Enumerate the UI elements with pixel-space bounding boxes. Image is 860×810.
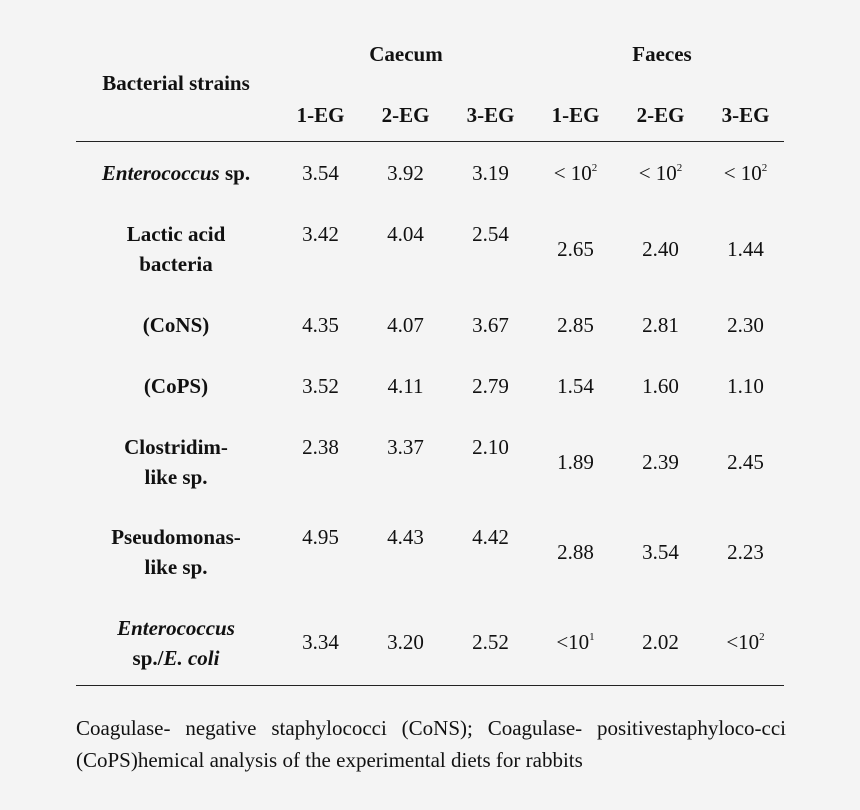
table-cell [618,313,703,338]
table-cell [618,374,703,399]
cell-exponent: 2 [759,631,765,643]
table-cell [533,374,618,399]
cell-value: 4.42 [472,525,509,549]
table-cell [533,630,618,655]
table-cell [703,450,788,475]
table-cell [703,237,788,262]
cell-value: <10 [556,630,590,654]
table-cell [363,313,448,338]
cell-value: 1.10 [727,374,764,398]
table-cell [703,630,788,655]
cell-value: 2.23 [727,540,764,564]
strain-name-line: (CoNS) [142,313,210,337]
cell-value: 2.45 [727,450,764,474]
group-header-caecum: Caecum [369,42,443,66]
table-cell [278,525,363,550]
strain-name-line [76,643,276,673]
table-cell [448,222,533,247]
cell-value: < 10 [723,161,762,185]
column-header: 3-EG [721,103,770,127]
strain-name-line: bacteria [139,252,213,276]
table-cell [703,161,788,186]
strain-name-line: like sp. [144,465,208,489]
cell-value: 3.42 [302,222,339,246]
cell-value: 2.38 [302,435,339,459]
strain-name-line: (CoPS) [143,374,209,398]
strain-name [76,613,276,673]
table-cell [448,630,533,655]
table-cell [533,237,618,262]
table-cell [363,630,448,655]
group-header-faeces: Faeces [632,42,692,66]
cell-value: 3.34 [302,630,339,654]
cell-value: 4.95 [302,525,339,549]
cell-value: 1.60 [642,374,679,398]
table-cell [703,374,788,399]
strain-name-line: Lactic acid [126,222,226,246]
table-footnote: Coagulase- negative staphylococci (CoNS); Coagulase- positivestaphyloco-cci (CoPS)hemical analysis of the experimental diets for rabbits [76,716,786,772]
table-cell [618,161,703,186]
table-cell [533,161,618,186]
strain-name [76,371,276,401]
table-cell [618,630,703,655]
strain-column-header: Bacterial strains [102,71,250,95]
column-header: 1-EG [296,103,345,127]
table-cell [278,630,363,655]
cell-value: 3.54 [642,540,679,564]
strain-name-part: Enterococcus [117,616,235,640]
table-cell [703,540,788,565]
cell-value: 2.54 [472,222,509,246]
cell-value: 2.81 [642,313,679,337]
cell-exponent: 2 [676,162,683,174]
table-cell [278,374,363,399]
cell-value: 3.20 [387,630,424,654]
strain-name-line: Pseudomonas- [111,525,241,549]
table-cell [278,222,363,247]
table-header [76,38,784,142]
table-cell [363,525,448,550]
cell-value: < 10 [553,161,592,185]
cell-value: 1.89 [557,450,594,474]
table-cell [448,435,533,460]
bottom-rule [76,685,784,686]
table-cell [278,313,363,338]
table-cell [448,161,533,186]
table-cell [533,313,618,338]
cell-exponent: 2 [761,162,768,174]
cell-value: 1.44 [727,237,764,261]
column-header: 3-EG [466,103,515,127]
strain-name [76,432,276,492]
bacterial-counts-table [76,38,784,670]
cell-value: 1.54 [557,374,594,398]
table-cell [448,313,533,338]
table-cell [533,540,618,565]
strain-name-part: sp. [219,161,251,185]
strain-name-part: Enterococcus [101,161,220,185]
strain-name-part: sp./ [132,646,164,670]
cell-value: 3.67 [472,313,509,337]
table-cell [278,435,363,460]
table-cell [448,525,533,550]
column-header: 1-EG [551,103,600,127]
cell-value: 4.43 [387,525,424,549]
strain-name [76,219,276,279]
table-cell [448,374,533,399]
table-cell [703,313,788,338]
cell-value: 3.54 [302,161,339,185]
table-cell [618,450,703,475]
table-cell [363,222,448,247]
cell-value: 2.85 [557,313,594,337]
column-header: 2-EG [381,103,430,127]
header-rule [76,141,784,142]
cell-value: 2.88 [557,540,594,564]
cell-value: 2.39 [642,450,679,474]
cell-value: 2.52 [472,630,509,654]
table-cell [363,161,448,186]
strain-name-line: like sp. [144,555,208,579]
strain-name [76,522,276,582]
cell-value: 2.65 [557,237,594,261]
table-cell [618,540,703,565]
cell-value: 4.35 [302,313,339,337]
cell-value: 2.10 [472,435,509,459]
cell-value: 2.30 [727,313,764,337]
cell-value: 4.11 [387,374,424,398]
strain-name-part: E. coli [163,646,220,670]
table-cell [363,435,448,460]
strain-name [76,310,276,340]
strain-name-line [76,613,276,643]
table-cell [618,237,703,262]
table-cell [278,161,363,186]
cell-value: < 10 [638,161,677,185]
cell-value: 3.19 [472,161,509,185]
cell-value: 4.07 [387,313,424,337]
column-header: 2-EG [636,103,685,127]
cell-exponent: 2 [591,162,598,174]
cell-value: 2.79 [472,374,509,398]
cell-value: 2.40 [642,237,679,261]
cell-value: 3.52 [302,374,339,398]
table-cell [533,450,618,475]
strain-name [76,158,276,188]
cell-value: 4.04 [387,222,424,246]
strain-name-line: Clostridim- [124,435,228,459]
cell-value: 3.37 [387,435,424,459]
cell-value: <10 [726,630,760,654]
cell-value: 2.02 [642,630,679,654]
cell-exponent: 1 [589,631,595,643]
cell-value: 3.92 [387,161,424,185]
table-cell [363,374,448,399]
